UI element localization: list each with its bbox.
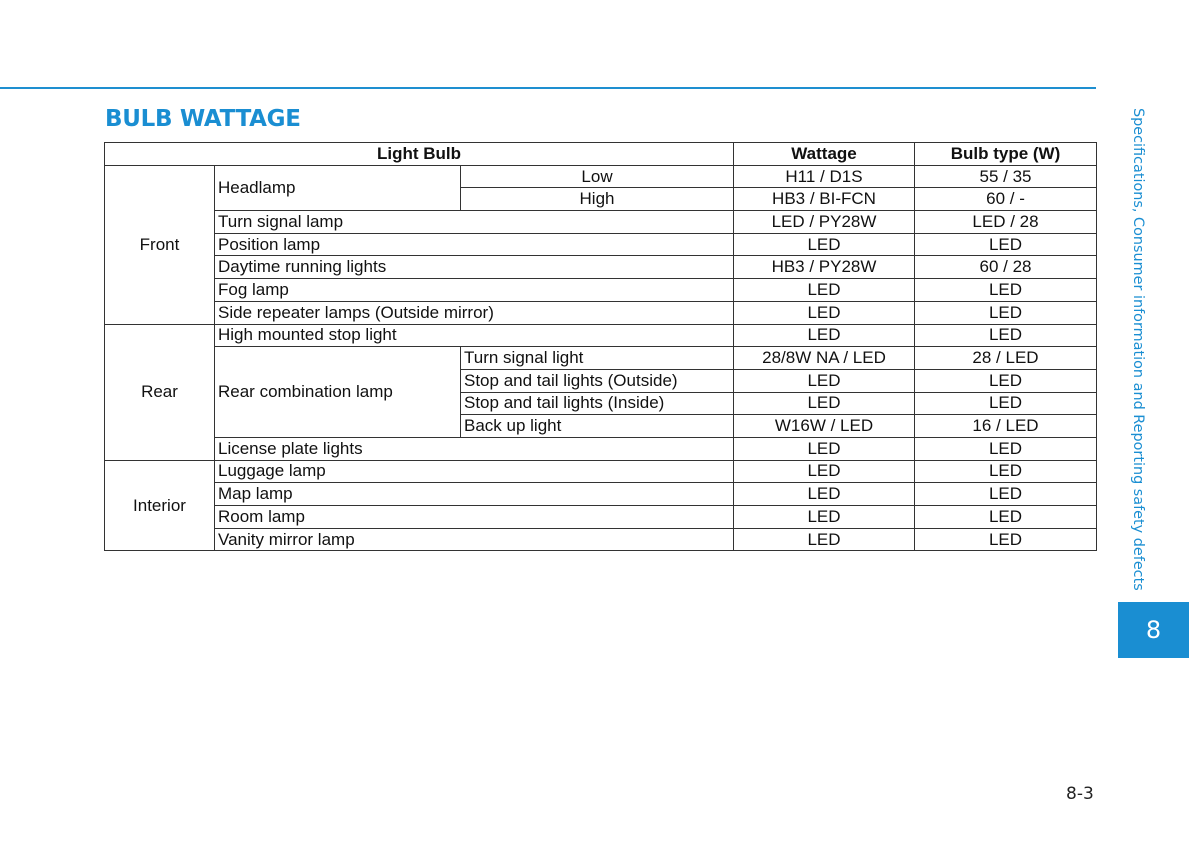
- table-row: [105, 256, 1097, 279]
- bulb-type-cell: LED: [915, 460, 1097, 483]
- bulb-name: License plate lights: [215, 437, 734, 460]
- group-rear: Rear: [105, 324, 215, 460]
- bulb-name: Position lamp: [215, 233, 734, 256]
- bulb-type-cell: LED: [915, 324, 1097, 347]
- wattage-cell: LED: [734, 233, 915, 256]
- bulb-type-cell: LED: [915, 528, 1097, 551]
- bulb-sub: Turn signal light: [461, 347, 734, 370]
- wattage-cell: LED: [734, 528, 915, 551]
- bulb-name: Rear combination lamp: [215, 347, 461, 438]
- wattage-cell: LED: [734, 369, 915, 392]
- table-row: [105, 437, 1097, 460]
- table-row: [105, 483, 1097, 506]
- bulb-type-cell: LED: [915, 279, 1097, 302]
- table-row: [105, 233, 1097, 256]
- bulb-name: Side repeater lamps (Outside mirror): [215, 301, 734, 324]
- bulb-name: High mounted stop light: [215, 324, 734, 347]
- header-bulb-type: Bulb type (W): [915, 143, 1097, 166]
- bulb-type-cell: LED: [915, 392, 1097, 415]
- table-row: [105, 324, 1097, 347]
- table-row: [105, 165, 1097, 188]
- wattage-cell: H11 / D1S: [734, 165, 915, 188]
- page-title: BULB WATTAGE: [105, 106, 301, 132]
- wattage-cell: LED: [734, 392, 915, 415]
- header-rule: [0, 87, 1096, 89]
- wattage-cell: 28/8W NA / LED: [734, 347, 915, 370]
- table-row: [105, 211, 1097, 234]
- wattage-cell: LED: [734, 506, 915, 529]
- bulb-sub: High: [461, 188, 734, 211]
- wattage-cell: HB3 / BI-FCN: [734, 188, 915, 211]
- bulb-type-cell: LED: [915, 437, 1097, 460]
- wattage-cell: LED: [734, 483, 915, 506]
- bulb-name: Room lamp: [215, 506, 734, 529]
- bulb-name: Headlamp: [215, 165, 461, 210]
- bulb-name: Luggage lamp: [215, 460, 734, 483]
- table-row: [105, 301, 1097, 324]
- header-light-bulb: Light Bulb: [105, 143, 734, 166]
- header-wattage: Wattage: [734, 143, 915, 166]
- bulb-name: Fog lamp: [215, 279, 734, 302]
- bulb-name: Turn signal lamp: [215, 211, 734, 234]
- bulb-type-cell: 16 / LED: [915, 415, 1097, 438]
- bulb-name: Vanity mirror lamp: [215, 528, 734, 551]
- bulb-type-cell: LED: [915, 369, 1097, 392]
- wattage-cell: LED: [734, 437, 915, 460]
- bulb-type-cell: LED: [915, 506, 1097, 529]
- table-row: [105, 528, 1097, 551]
- table-header-row: [105, 143, 1097, 166]
- bulb-name: Map lamp: [215, 483, 734, 506]
- group-front: Front: [105, 165, 215, 324]
- bulb-type-cell: LED: [915, 301, 1097, 324]
- table-row: [105, 506, 1097, 529]
- bulb-sub: Back up light: [461, 415, 734, 438]
- bulb-type-cell: 28 / LED: [915, 347, 1097, 370]
- bulb-type-cell: LED: [915, 233, 1097, 256]
- table-row: [105, 460, 1097, 483]
- bulb-type-cell: 60 / 28: [915, 256, 1097, 279]
- bulb-sub: Stop and tail lights (Inside): [461, 392, 734, 415]
- bulb-wattage-table: [104, 142, 1097, 551]
- wattage-cell: LED: [734, 460, 915, 483]
- wattage-cell: LED: [734, 324, 915, 347]
- chapter-side-label: Specifications, Consumer information and Reporting safety defects: [1130, 108, 1146, 591]
- bulb-sub: Low: [461, 165, 734, 188]
- bulb-type-cell: LED: [915, 483, 1097, 506]
- wattage-cell: HB3 / PY28W: [734, 256, 915, 279]
- bulb-sub: Stop and tail lights (Outside): [461, 369, 734, 392]
- page-number: 8-3: [1066, 784, 1094, 804]
- chapter-tab: 8: [1118, 602, 1189, 658]
- wattage-cell: W16W / LED: [734, 415, 915, 438]
- table-row: [105, 279, 1097, 302]
- wattage-cell: LED: [734, 301, 915, 324]
- wattage-cell: LED: [734, 279, 915, 302]
- bulb-type-cell: LED / 28: [915, 211, 1097, 234]
- bulb-type-cell: 55 / 35: [915, 165, 1097, 188]
- bulb-name: Daytime running lights: [215, 256, 734, 279]
- group-interior: Interior: [105, 460, 215, 551]
- wattage-cell: LED / PY28W: [734, 211, 915, 234]
- bulb-type-cell: 60 / -: [915, 188, 1097, 211]
- table-row: [105, 347, 1097, 370]
